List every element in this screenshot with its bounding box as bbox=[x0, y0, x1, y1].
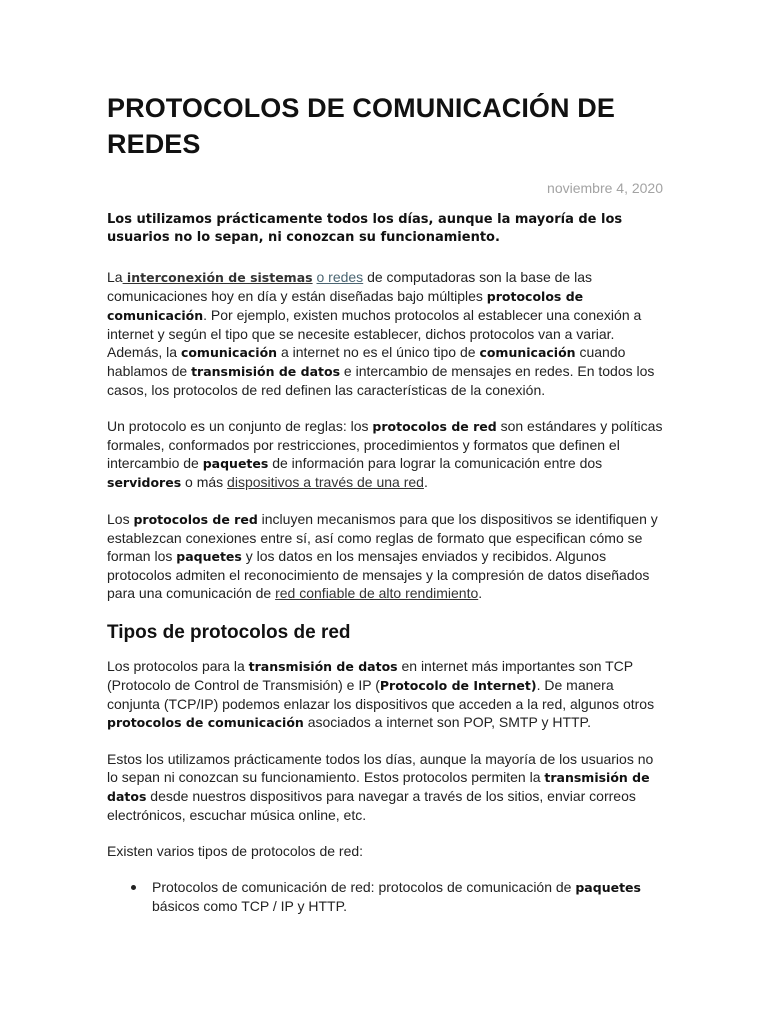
text-run: . De manera conjunta (TCP/IP) podemos enlazar los dispositivos que acceden a la red, algunos otros bbox=[107, 677, 655, 712]
bold-term: comunicación bbox=[479, 345, 576, 360]
text-run: son estándares y políticas formales, conformados por restricciones, procedimientos y formatos que definen el intercambio de bbox=[107, 418, 663, 471]
text-run: cuando hablamos de bbox=[107, 344, 626, 379]
text-run: La bbox=[107, 269, 123, 285]
paragraph-mecanismos bbox=[107, 510, 663, 602]
text-run: Los bbox=[107, 511, 134, 527]
text-run: a internet no es el único tipo de bbox=[277, 344, 480, 360]
paragraph-uso-diario bbox=[107, 750, 663, 824]
text-run: Un protocolo es un conjunto de reglas: los bbox=[107, 418, 373, 434]
inline-link[interactable]: dispositivos a través de una red bbox=[227, 474, 424, 490]
paragraph-tcp-ip bbox=[107, 657, 663, 732]
text-run: e intercambio de mensajes en redes. En todos los casos, los protocolos de red definen las características de la conexión. bbox=[107, 363, 655, 398]
bold-term: protocolos de red bbox=[372, 419, 497, 434]
text-run: y los datos en los mensajes enviados y recibidos. Algunos protocolos admiten el reconocimiento de mensajes y la compresión de datos diseñados para una comunicación de bbox=[107, 548, 650, 601]
bold-term: paquetes bbox=[176, 549, 242, 564]
bold-term: transmisión de datos bbox=[107, 770, 650, 804]
text-run: básicos como TCP / IP y HTTP. bbox=[152, 898, 348, 914]
bold-term: protocolos de comunicación bbox=[107, 715, 304, 730]
paragraph-definicion-protocolo bbox=[107, 417, 663, 492]
text-run: Existen varios tipos de protocolos de red: bbox=[107, 843, 364, 859]
text-run: desde nuestros dispositivos para navegar a través de los sitios, enviar correos electrónicos, escuchar música online, etc. bbox=[107, 788, 636, 823]
text-run: en internet más importantes son TCP (Protocolo de Control de Transmisión) e IP ( bbox=[107, 658, 633, 693]
bold-term: transmisión de datos bbox=[191, 364, 341, 379]
paragraph-tipos-intro bbox=[107, 842, 663, 860]
text-run: de computadoras son la base de las comunicaciones hoy en día y están diseñadas bajo múltiples bbox=[107, 269, 592, 304]
text-run: . bbox=[423, 474, 428, 490]
protocol-types-list bbox=[107, 878, 663, 915]
bold-term: servidores bbox=[107, 475, 182, 490]
bold-term: protocolos de comunicación bbox=[107, 289, 584, 323]
document-page bbox=[107, 0, 663, 915]
text-run: incluyen mecanismos para que los dispositivos se identifiquen y establezcan conexiones entre sí, así como reglas de formato que especifican cómo se forman los bbox=[107, 511, 658, 564]
bold-term: paquetes bbox=[202, 456, 269, 471]
inline-link[interactable]: o redes bbox=[316, 269, 364, 285]
bold-term: comunicación bbox=[180, 345, 278, 360]
paragraph-interconexion bbox=[107, 268, 663, 399]
intro-paragraph: Los utilizamos prácticamente todos los días, aunque la mayoría de los usuarios no lo sepan, ni conozcan su funcionamiento. bbox=[107, 212, 623, 245]
inline-link[interactable]: red confiable de alto rendimiento bbox=[275, 585, 479, 601]
text-run: o más bbox=[181, 474, 228, 490]
post-date: noviembre 4, 2020 bbox=[547, 180, 663, 196]
inline-link[interactable]: interconexión de sistemas bbox=[122, 270, 313, 285]
text-run: Los protocolos para la bbox=[107, 658, 249, 674]
page-title: PROTOCOLOS DE COMUNICACIÓN DE REDES bbox=[107, 93, 615, 159]
bold-term: transmisión de datos bbox=[248, 659, 398, 674]
bold-term: Protocolo de Internet) bbox=[379, 678, 537, 693]
list-item bbox=[152, 878, 663, 915]
section-heading-tipos: Tipos de protocolos de red bbox=[107, 622, 351, 643]
text-run: asociados a internet son POP, SMTP y HTTP. bbox=[303, 714, 591, 730]
text-run: Protocolos de comunicación de red: protocolos de comunicación de bbox=[152, 879, 576, 895]
text-run: . bbox=[478, 585, 483, 601]
text-run: Estos los utilizamos prácticamente todos los días, aunque la mayoría de los usuarios no lo sepan ni conozcan su funcionamiento. Estos protocolos permiten la bbox=[107, 751, 654, 785]
bold-term: paquetes bbox=[575, 880, 641, 895]
text-run: de información para lograr la comunicación entre dos bbox=[268, 455, 603, 471]
text-run: . Por ejemplo, existen muchos protocolos al establecer una conexión a internet y según el tipo que se necesite establecer, dichos protocolos van a variar. Además, la bbox=[107, 307, 642, 360]
bold-term: protocolos de red bbox=[133, 512, 258, 527]
